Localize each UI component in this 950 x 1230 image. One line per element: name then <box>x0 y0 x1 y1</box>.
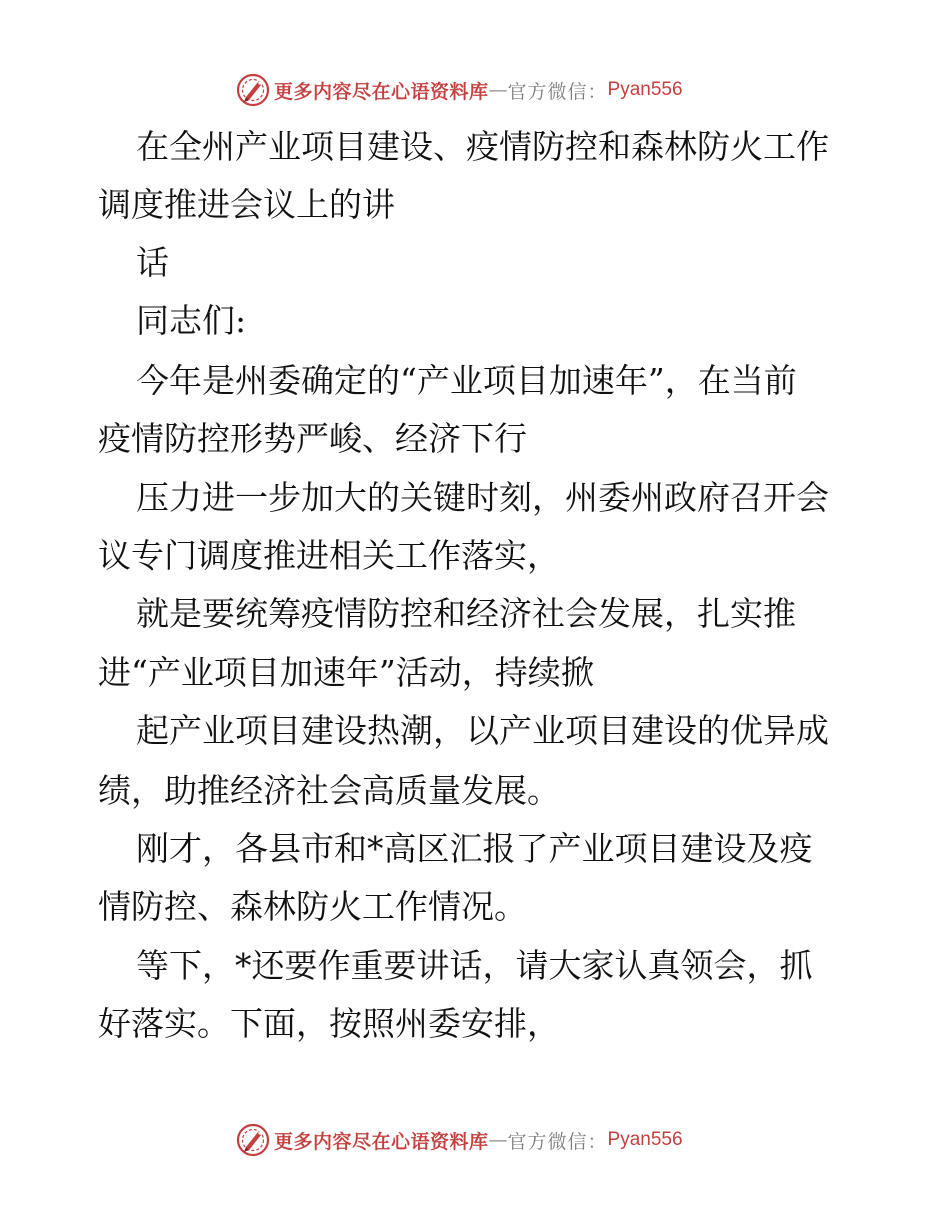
watermark-wechat-label: 官方微信： <box>507 1130 608 1153</box>
paragraph-line: 议专门调度推进相关工作落实， <box>98 536 560 575</box>
paragraph-line: 起产业项目建设热潮，以产业项目建设的优异成 <box>136 711 829 750</box>
paragraph-line: 今年是州委确定的“产业项目加速年”，在当前 <box>136 361 797 400</box>
paragraph-line: 进“产业项目加速年”活动，持续掀 <box>98 653 594 692</box>
watermark-title: 更多内容尽在心语资料库 <box>274 80 489 103</box>
document-title-line: 话 <box>136 243 169 282</box>
watermark-wechat-id: Pyan556 <box>607 1129 683 1150</box>
watermark-separator: — <box>488 1129 508 1151</box>
paragraph-line: 压力进一步加大的关键时刻，州委州政府召开会 <box>136 478 829 517</box>
paragraph-line: 好落实。下面，按照州委安排， <box>98 1004 560 1043</box>
document-title-line: 在全州产业项目建设、疫情防控和森林防火工作 <box>136 127 829 166</box>
paragraph-line: 刚才，各县市和*高区汇报了产业项目建设及疫 <box>136 829 813 868</box>
watermark-banner-bottom <box>236 1122 683 1158</box>
paragraph-line: 情防控、森林防火工作情况。 <box>98 887 527 926</box>
brand-logo-icon <box>236 1123 270 1157</box>
watermark-wechat-id: Pyan556 <box>607 79 683 100</box>
paragraph-line: 等下，*还要作重要讲话，请大家认真领会，抓 <box>136 946 813 985</box>
paragraph-line: 绩，助推经济社会高质量发展。 <box>98 771 560 810</box>
paragraph-line: 就是要统筹疫情防控和经济社会发展，扎实推 <box>136 594 796 633</box>
watermark-title: 更多内容尽在心语资料库 <box>274 1130 489 1153</box>
watermark-separator: — <box>488 79 508 101</box>
salutation: 同志们: <box>136 301 247 340</box>
watermark-wechat-label: 官方微信： <box>507 80 608 103</box>
document-title-line: 调度推进会议上的讲 <box>98 185 395 224</box>
paragraph-line: 疫情防控形势严峻、经济下行 <box>98 419 527 458</box>
